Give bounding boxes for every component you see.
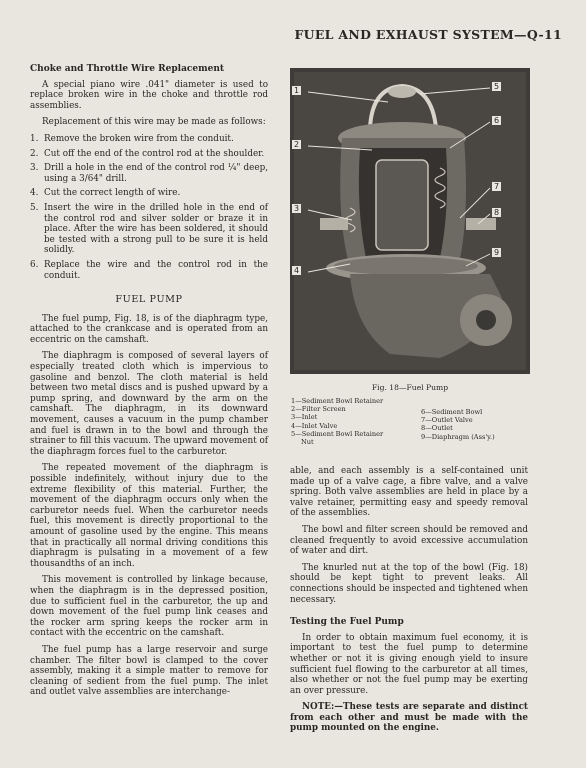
- step-number: 1.: [30, 133, 39, 144]
- figure-label-5: 5: [494, 82, 500, 91]
- fuel-pump-illustration: [290, 68, 530, 374]
- step-item: [30, 188, 268, 199]
- figure-label-1: 1: [294, 86, 300, 95]
- step-number: 4.: [30, 188, 39, 199]
- left-column: [30, 64, 268, 704]
- step-number: 6.: [30, 259, 39, 270]
- step-text: Cut the correct length of wire.: [44, 188, 181, 199]
- legend-item: 5—Sediment Bowl Retainer: [291, 429, 384, 438]
- legend-item: 1—Sediment Bowl Retainer: [291, 397, 384, 405]
- step-number: 3.: [30, 163, 39, 174]
- step-item: [30, 203, 268, 256]
- step-item: [30, 260, 268, 281]
- legend-item: 6—Sediment Bowl: [421, 408, 483, 416]
- figure-label-9: 9: [494, 248, 500, 257]
- legend-right-column: [421, 408, 541, 441]
- legend-item: 7—Outlet Valve: [421, 416, 473, 425]
- testing-section-title: Testing the Fuel Pump: [290, 617, 404, 628]
- fuel-pump-paragraph-2: The diaphragm is composed of several layers of especially treated cloth which is impervious to gasoline and benzol. The cloth material is held between two metal discs and is pushed upward by a pump spring, and downward by the arm on the camshaft. The diaphragm, in its downward movement, causes a vacuum in the pump chamber and fuel is drawn in to the bowl and through the strainer to fill this vacuum. The upward movement of the diaphragm forces fuel to the carburetor.: [30, 351, 268, 457]
- testing-paragraph: In order to obtain maximum fuel economy, it is important to test the fuel pump to determine whether or not it is giving enough yield to insure sufficient fuel flowing to the carburetor at all times, also whether or not the fuel pump may be exerting an over pressure.: [290, 632, 528, 696]
- replacement-steps: [30, 134, 268, 281]
- legend-item: 2—Filter Screen: [291, 405, 346, 414]
- step-text: Insert the wire in the drilled hole in the end of the control rod and silver solder or braze it in place. After the wire has been soldered, it should be tested with a strong pull to be sure it is held solidly.: [44, 202, 268, 256]
- knurled-nut-paragraph: The knurled nut at the top of the bowl (Fig. 18) should be kept tight to prevent leaks. All connections should be inspected and tightened when necessary.: [290, 562, 528, 605]
- step-text: Remove the broken wire from the conduit.: [44, 133, 234, 144]
- fuel-pump-paragraph-5: The fuel pump has a large reservoir and surge chamber. The filter bowl is clamped to the cover assembly, making it a simple matter to remove for cleaning of sedient from the fuel pump. The inlet and outlet valve assemblies are interchange-: [30, 644, 268, 698]
- choke-paragraph-2: Replacement of this wire may be made as follows:: [42, 117, 266, 128]
- figure-label-2: 2: [294, 140, 300, 149]
- figure-label-3: 3: [294, 204, 300, 213]
- choke-section-title: Choke and Throttle Wire Replacement: [30, 64, 225, 74]
- figure-label-4: 4: [294, 266, 300, 275]
- step-text: Replace the wire and the control rod in the conduit.: [44, 259, 268, 281]
- fuel-pump-paragraph-3: The repeated movement of the diaphragm is possible indefinitely, without injury due to the extreme flexibility of this material. Further, the movement of the diaphragm occurs only when the carburetor needs fuel. When the carburetor needs fuel, this movement is directly proportional to the amount of gasoline used by the engine. This means that in practically all normal driving conditions this diaphragm is pulsating in a movement of a few thousandths of an inch.: [30, 463, 268, 569]
- legend-item-continuation: Nut: [301, 438, 314, 447]
- step-text: Cut off the end of the control rod at the shoulder.: [44, 148, 265, 159]
- fuel-pump-title: FUEL PUMP: [115, 294, 183, 306]
- step-item: [30, 134, 268, 145]
- legend-item: 4—Inlet Valve: [291, 421, 338, 430]
- right-column: [290, 466, 528, 740]
- step-number: 5.: [30, 202, 39, 213]
- figure-label-8: 8: [494, 208, 500, 217]
- legend-item: 8—Outlet: [421, 424, 453, 433]
- step-item: [30, 163, 268, 184]
- step-number: 2.: [30, 148, 39, 159]
- bowl-paragraph: The bowl and filter screen should be removed and cleaned frequently to avoid excessive accumulation of water and dirt.: [290, 524, 528, 557]
- fuel-pump-photo: [290, 68, 530, 374]
- figure-caption: Fig. 18—Fuel Pump: [371, 383, 449, 392]
- figure-label-7: 7: [494, 182, 500, 191]
- step-text: Drill a hole in the end of the control rod ¼" deep, using a 3/64" drill.: [44, 163, 268, 184]
- legend-left-column: [291, 397, 411, 446]
- valve-paragraph: able, and each assembly is a self-contained unit made up of a valve cage, a fibre valve, and a valve spring. Both valve assemblies are held in place by a valve retainer, permitting easy and speedy removal of the assemblies.: [290, 466, 528, 519]
- note-paragraph: NOTE:—These tests are separate and distinct from each other and must be made with the pump mounted on the engine.: [290, 702, 528, 734]
- page-header: FUEL AND EXHAUST SYSTEM—Q-11: [294, 27, 562, 42]
- fuel-pump-paragraph-4: This movement is controlled by linkage because, when the diaphragm is in the depressed position, due to sufficient fuel in the carburetor, the up and down movement of the fuel pump link ceases and the rocker arm spring keeps the rocker arm in contact with the eccentric on the camshaft.: [30, 575, 268, 639]
- choke-paragraph-1: A special piano wire .041" diameter is used to replace broken wire in the choke and throttle rod assemblies.: [30, 79, 268, 111]
- figure-label-6: 6: [494, 116, 500, 125]
- step-item: [30, 149, 268, 160]
- legend-item: 3—Inlet: [291, 413, 318, 422]
- fuel-pump-paragraph-1: The fuel pump, Fig. 18, is of the diaphragm type, attached to the crankcase and is operated from an eccentric on the camshaft.: [30, 313, 268, 345]
- legend-item: 9—Diaphragm (Ass'y.): [421, 432, 495, 441]
